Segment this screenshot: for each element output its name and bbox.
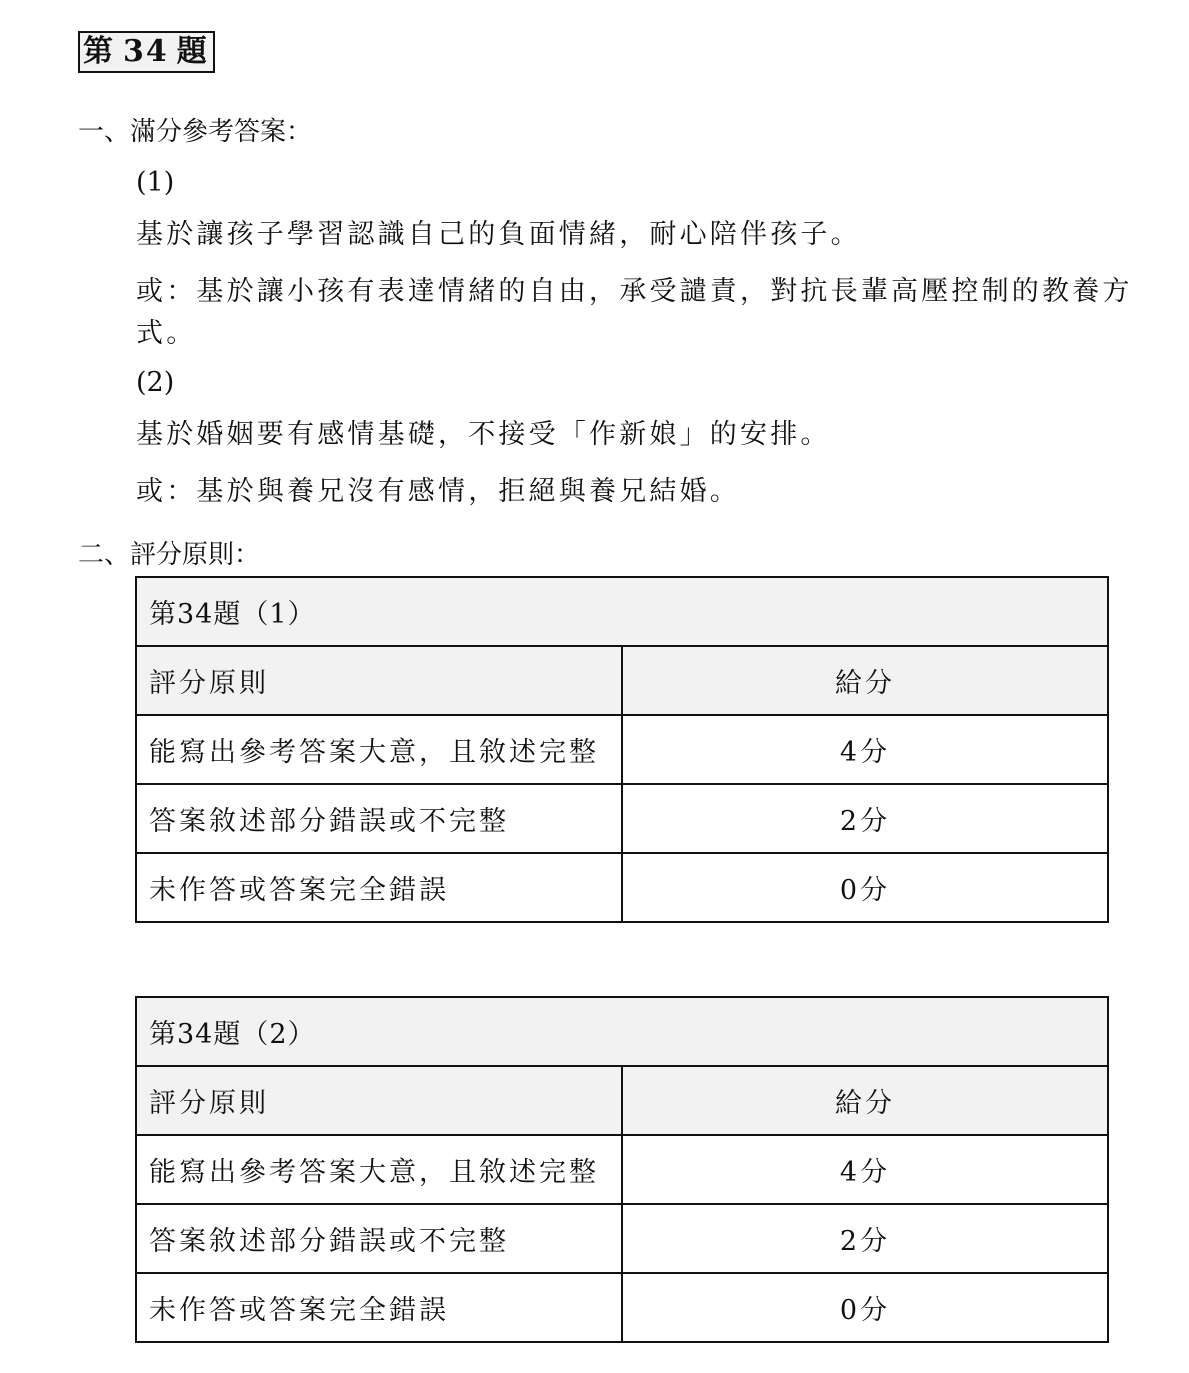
part-1-label: (1) — [136, 167, 175, 198]
model-answer-heading: 一、滿分參考答案： — [78, 117, 313, 147]
table-title: 第34題（2） — [136, 997, 1108, 1066]
score-column-header: 給分 — [622, 646, 1108, 715]
principle-column-header: 評分原則 — [136, 646, 622, 715]
table-row — [136, 853, 1108, 922]
question-title — [78, 31, 215, 73]
score-cell: 4分 — [622, 715, 1108, 784]
score-cell: 2分 — [622, 784, 1108, 853]
principle-cell: 答案敘述部分錯誤或不完整 — [136, 784, 622, 853]
question-title-suffix: 題 — [176, 34, 209, 69]
table-title-row — [136, 577, 1108, 646]
table-row — [136, 784, 1108, 853]
principle-column-header: 評分原則 — [136, 1066, 622, 1135]
part-2-answer-1: 基於婚姻要有感情基礎，不接受「作新娘」的安排。 — [136, 419, 831, 450]
part-1-answer-2: 或：基於讓小孩有表達情緒的自由，承受譴責，對抗長輩高壓控制的教養方式。 — [136, 276, 1133, 349]
principle-cell: 未作答或答案完全錯誤 — [136, 853, 622, 922]
score-cell: 0分 — [622, 1273, 1108, 1342]
table-row — [136, 1135, 1108, 1204]
table-row — [136, 715, 1108, 784]
scoring-table-1 — [135, 576, 1109, 923]
score-column-header: 給分 — [622, 1066, 1108, 1135]
principle-cell: 未作答或答案完全錯誤 — [136, 1273, 622, 1342]
part-2-answer-2: 或：基於與養兄沒有感情，拒絕與養兄結婚。 — [136, 476, 740, 507]
part-1-answer-1: 基於讓孩子學習認識自己的負面情緒，耐心陪伴孩子。 — [136, 219, 861, 250]
table-title: 第34題（1） — [136, 577, 1108, 646]
principle-cell: 能寫出參考答案大意，且敘述完整 — [136, 1135, 622, 1204]
principle-cell: 答案敘述部分錯誤或不完整 — [136, 1204, 622, 1273]
score-cell: 2分 — [622, 1204, 1108, 1273]
table-header-row — [136, 1066, 1108, 1135]
scoring-heading: 二、評分原則： — [78, 540, 261, 570]
score-cell: 0分 — [622, 853, 1108, 922]
part-2-label: (2) — [136, 367, 175, 398]
scoring-table-2 — [135, 996, 1109, 1343]
score-cell: 4分 — [622, 1135, 1108, 1204]
principle-cell: 能寫出參考答案大意，且敘述完整 — [136, 715, 622, 784]
table-row — [136, 1204, 1108, 1273]
table-title-row — [136, 997, 1108, 1066]
question-number: 34 — [123, 34, 169, 69]
table-header-row — [136, 646, 1108, 715]
question-title-prefix: 第 — [83, 34, 115, 69]
table-row — [136, 1273, 1108, 1342]
